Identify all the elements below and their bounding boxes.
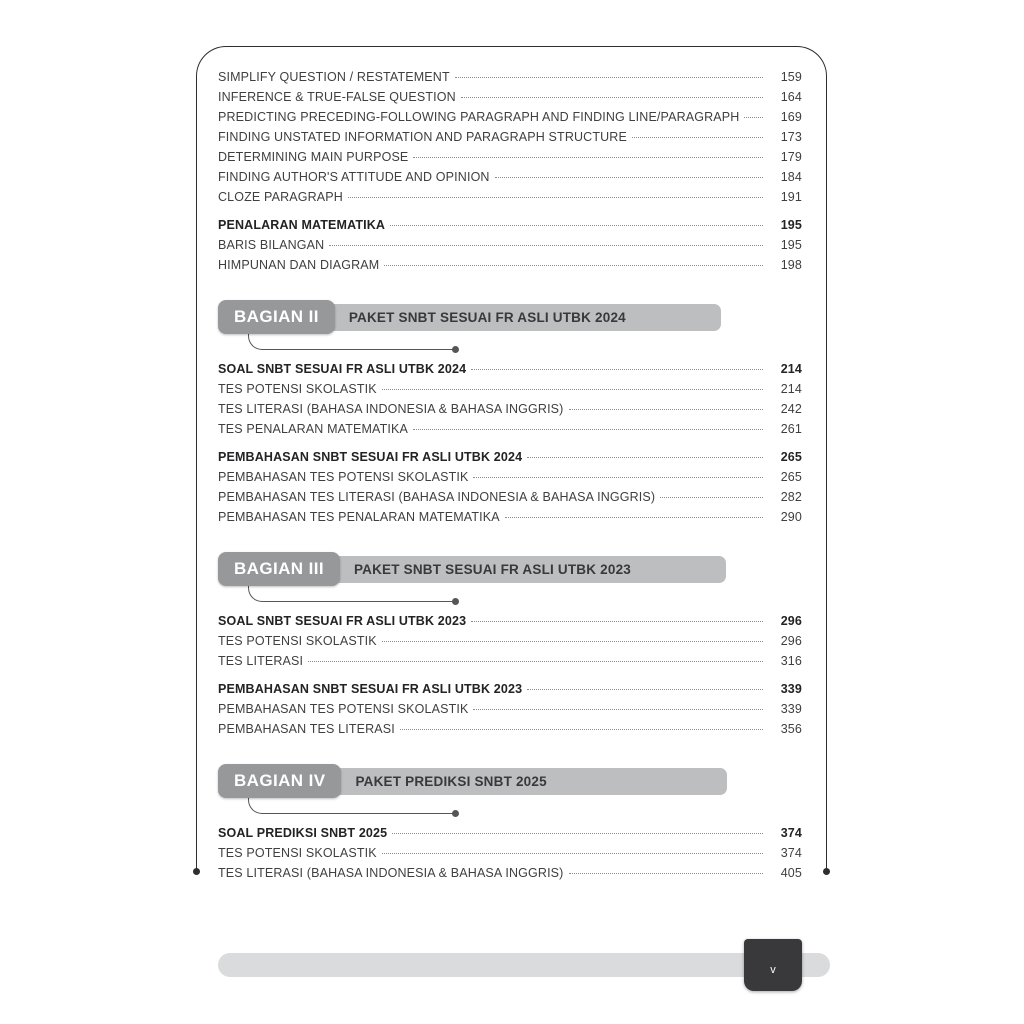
toc-entry-title: TES POTENSI SKOLASTIK — [218, 382, 377, 396]
toc-entry-title: FINDING AUTHOR'S ATTITUDE AND OPINION — [218, 170, 490, 184]
toc-entry — [218, 866, 802, 886]
toc-entry-group — [218, 362, 802, 442]
dotted-leader — [471, 369, 763, 370]
section-badge-row — [218, 552, 802, 586]
toc-entry-page: 282 — [780, 490, 802, 504]
toc-entry — [218, 238, 802, 258]
toc-entry-page: 195 — [780, 238, 802, 252]
dotted-leader — [392, 833, 763, 834]
footer-bar — [218, 953, 830, 977]
toc-entry-title: PEMBAHASAN TES LITERASI — [218, 722, 395, 736]
toc-entry-page: 265 — [780, 470, 802, 484]
dotted-leader — [505, 517, 763, 518]
section-title-bar: PAKET SNBT SESUAI FR ASLI UTBK 2024 — [325, 304, 721, 331]
toc-entry — [218, 258, 802, 278]
connector-dot — [452, 346, 459, 353]
section-badge-block — [218, 764, 802, 814]
dotted-leader — [473, 477, 763, 478]
toc-entry-title: PENALARAN MATEMATIKA — [218, 218, 386, 232]
toc-entry-page: 214 — [780, 382, 802, 396]
toc-entry — [218, 846, 802, 866]
toc-entry — [218, 362, 802, 382]
toc-entry-page: 242 — [780, 402, 802, 416]
toc-entry — [218, 402, 802, 422]
toc-entry-page: 339 — [780, 682, 802, 696]
toc-entry-page: 374 — [780, 826, 802, 840]
toc-entry-group — [218, 70, 802, 210]
toc-entry-title: PEMBAHASAN SNBT SESUAI FR ASLI UTBK 2023 — [218, 682, 523, 696]
toc-entry-page: 169 — [780, 110, 802, 124]
toc-entry-title: DETERMINING MAIN PURPOSE — [218, 150, 409, 164]
toc-entry-page: 191 — [780, 190, 802, 204]
dotted-leader — [413, 429, 763, 430]
toc-entry — [218, 150, 802, 170]
dotted-leader — [473, 709, 763, 710]
toc-entry-page: 159 — [780, 70, 802, 84]
section-badge-block — [218, 300, 802, 350]
dotted-leader — [390, 225, 763, 226]
toc-entry — [218, 702, 802, 722]
toc-entry-title: PEMBAHASAN TES LITERASI (BAHASA INDONESIA & BAHASA INGGRIS) — [218, 490, 656, 504]
toc-entry-title: PEMBAHASAN SNBT SESUAI FR ASLI UTBK 2024 — [218, 450, 523, 464]
toc-entry — [218, 722, 802, 742]
dotted-leader — [348, 197, 763, 198]
section-badge-row — [218, 300, 802, 334]
footer-page-number: v — [770, 963, 776, 976]
dotted-leader — [400, 729, 763, 730]
toc-entry — [218, 130, 802, 150]
dotted-leader — [660, 497, 763, 498]
dotted-leader — [527, 689, 763, 690]
toc-entry-page: 198 — [780, 258, 802, 272]
toc-entry-title: FINDING UNSTATED INFORMATION AND PARAGRAPH STRUCTURE — [218, 130, 627, 144]
toc-entry — [218, 422, 802, 442]
toc-entry — [218, 826, 802, 846]
toc-entry-title: TES PENALARAN MATEMATIKA — [218, 422, 408, 436]
toc-entry — [218, 682, 802, 702]
toc-entry — [218, 634, 802, 654]
toc-entry-title: CLOZE PARAGRAPH — [218, 190, 343, 204]
toc-entry-title: SIMPLIFY QUESTION / RESTATEMENT — [218, 70, 450, 84]
toc-entry-group — [218, 682, 802, 742]
toc-entry-page: 290 — [780, 510, 802, 524]
toc-entry-page: 173 — [780, 130, 802, 144]
toc-entry — [218, 450, 802, 470]
connector-dot — [452, 810, 459, 817]
toc-entry — [218, 190, 802, 210]
toc-entry — [218, 490, 802, 510]
toc-entry-page: 296 — [780, 634, 802, 648]
toc-entry-page: 405 — [780, 866, 802, 880]
dotted-leader — [308, 661, 763, 662]
dotted-leader — [329, 245, 763, 246]
dotted-leader — [495, 177, 763, 178]
toc-entry-title: TES LITERASI (BAHASA INDONESIA & BAHASA INGGRIS) — [218, 402, 564, 416]
toc-entry-page: 261 — [780, 422, 802, 436]
toc-entry-group — [218, 614, 802, 674]
section-badge-label: BAGIAN III — [218, 552, 340, 586]
dotted-leader — [455, 77, 763, 78]
section-badge-row — [218, 764, 802, 798]
toc-entry — [218, 170, 802, 190]
section-title-bar: PAKET PREDIKSI SNBT 2025 — [331, 768, 727, 795]
toc-entry-page: 374 — [780, 846, 802, 860]
toc-entry-title: PEMBAHASAN TES PENALARAN MATEMATIKA — [218, 510, 500, 524]
toc-entry-title: SOAL SNBT SESUAI FR ASLI UTBK 2023 — [218, 614, 467, 628]
frame-end-dot-right — [823, 868, 830, 875]
toc-entry-page: 296 — [780, 614, 802, 628]
section-badge-label: BAGIAN II — [218, 300, 335, 334]
toc-entry — [218, 382, 802, 402]
toc-entry-title: PREDICTING PRECEDING-FOLLOWING PARAGRAPH AND FINDING LINE/PARAGRAPH — [218, 110, 740, 124]
toc-entry-group — [218, 826, 802, 886]
section-badge-block — [218, 552, 802, 602]
toc-entry-page: 179 — [780, 150, 802, 164]
toc-entry — [218, 510, 802, 530]
toc-entry-title: PEMBAHASAN TES POTENSI SKOLASTIK — [218, 702, 469, 716]
toc-entry-title: PEMBAHASAN TES POTENSI SKOLASTIK — [218, 470, 469, 484]
connector-dot — [452, 598, 459, 605]
toc-entry-page: 214 — [780, 362, 802, 376]
toc-entry-title: SOAL PREDIKSI SNBT 2025 — [218, 826, 388, 840]
toc-entry-title: TES LITERASI — [218, 654, 304, 668]
dotted-leader — [461, 97, 763, 98]
toc-entry-title: SOAL SNBT SESUAI FR ASLI UTBK 2024 — [218, 362, 467, 376]
toc-entry-title: TES LITERASI (BAHASA INDONESIA & BAHASA INGGRIS) — [218, 866, 564, 880]
toc-entry-page: 195 — [780, 218, 802, 232]
toc-entry-title: TES POTENSI SKOLASTIK — [218, 634, 377, 648]
dotted-leader — [471, 621, 763, 622]
dotted-leader — [569, 409, 764, 410]
toc-entry — [218, 70, 802, 90]
toc-entry-title: BARIS BILANGAN — [218, 238, 325, 252]
dotted-leader — [382, 641, 763, 642]
toc-entry-page: 184 — [780, 170, 802, 184]
toc-entry-title: HIMPUNAN DAN DIAGRAM — [218, 258, 380, 272]
section-title-bar: PAKET SNBT SESUAI FR ASLI UTBK 2023 — [330, 556, 726, 583]
toc-entry-title: INFERENCE & TRUE-FALSE QUESTION — [218, 90, 456, 104]
table-of-contents — [218, 70, 802, 886]
toc-entry — [218, 110, 802, 130]
connector-line — [248, 586, 456, 602]
toc-entry-page: 164 — [780, 90, 802, 104]
toc-entry-page: 316 — [780, 654, 802, 668]
dotted-leader — [382, 389, 763, 390]
dotted-leader — [527, 457, 763, 458]
dotted-leader — [384, 265, 763, 266]
dotted-leader — [569, 873, 764, 874]
toc-entry — [218, 218, 802, 238]
toc-entry — [218, 654, 802, 674]
toc-entry-group — [218, 450, 802, 530]
toc-entry-page: 339 — [780, 702, 802, 716]
frame-end-dot-left — [193, 868, 200, 875]
connector-line — [248, 334, 456, 350]
toc-entry — [218, 470, 802, 490]
toc-entry-group — [218, 218, 802, 278]
section-badge-label: BAGIAN IV — [218, 764, 341, 798]
dotted-leader — [382, 853, 763, 854]
dotted-leader — [744, 117, 763, 118]
connector-line — [248, 798, 456, 814]
footer-page-tab — [744, 939, 802, 991]
dotted-leader — [413, 157, 763, 158]
toc-entry-title: TES POTENSI SKOLASTIK — [218, 846, 377, 860]
toc-entry — [218, 614, 802, 634]
dotted-leader — [632, 137, 763, 138]
toc-entry-page: 265 — [780, 450, 802, 464]
toc-entry-page: 356 — [780, 722, 802, 736]
toc-entry — [218, 90, 802, 110]
